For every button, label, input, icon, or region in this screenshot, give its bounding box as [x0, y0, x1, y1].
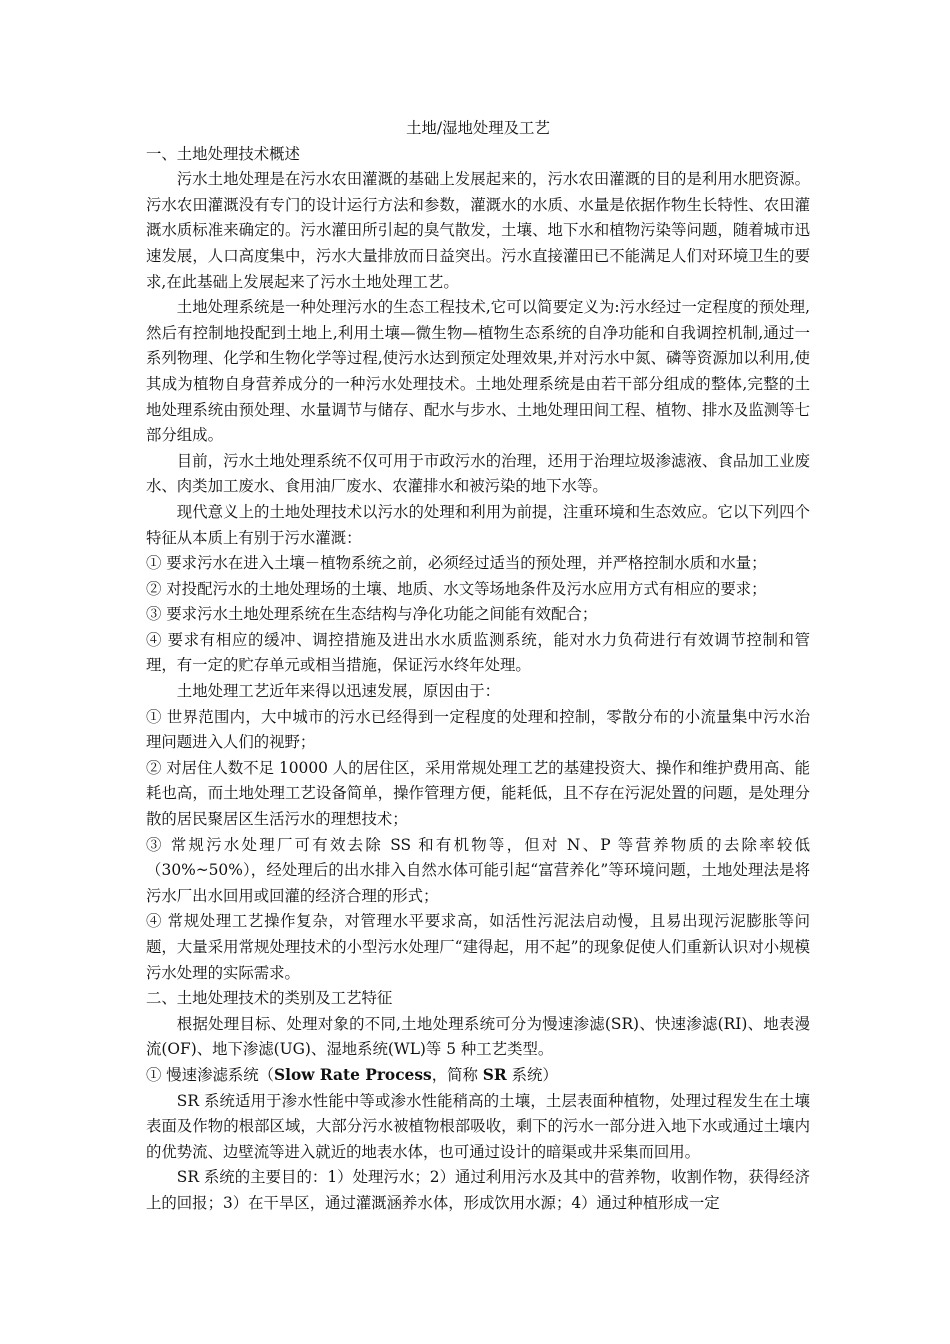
subsection-heading [146, 1063, 810, 1089]
subsection-bold-abbr: SR [482, 1065, 507, 1084]
subsection-bold-name: Slow Rate Process [274, 1065, 432, 1084]
section-2-heading: 二、土地处理技术的类别及工艺特征 [146, 989, 393, 1008]
paragraph: 土地处理系统是一种处理污水的生态工程技术,它可以简要定义为:污水经过一定程度的预处理,然后有控制地投配到土地上,利用土壤—微生物—植物生态系统的自净功能和自我调控机制,通过一系列物理、化学和生物化学等过程,使污水达到预定处理效果,并对污水中氮、磷等资源加以利用,使其成为植物自身营养成分的一种污水处理技术。土地处理系统是由若干部分组成的整体,完整的土地处理系统由预处理、水量调节与储存、配水与步水、土地处理田间工程、植物、排水及监测等七部分组成。 [146, 298, 810, 445]
subsection-mid: ，简称 [431, 1065, 483, 1084]
paragraph: 根据处理目标、处理对象的不同,土地处理系统可分为慢速渗滤(SR)、快速渗滤(RI)、地表漫流(OF)、地下渗滤(UG)、湿地系统(WL)等 5 种工艺类型。 [146, 1014, 810, 1059]
document-title: 土地/湿地处理及工艺 [406, 119, 550, 137]
paragraph: 现代意义上的土地处理技术以污水的处理和利用为前提，注重环境和生态效应。它以下列四个特征从本质上有别于污水灌溉： [146, 502, 810, 547]
list-item: ④ 常规处理工艺操作复杂，对管理水平要求高，如活性污泥法启动慢，且易出现污泥膨胀等问题，大量采用常规处理技术的小型污水处理厂“建得起，用不起”的现象促使人们重新认识对小规模污水处理的实际需求。 [146, 912, 810, 982]
list-item: ① 要求污水在进入土壤－植物系统之前，必须经过适当的预处理，并严格控制水质和水量； [146, 554, 767, 573]
list-item: ③ 常规污水处理厂可有效去除 SS 和有机物等，但对 N、P 等营养物质的去除率较低（30%~50%），经处理后的出水排入自然水体可能引起“富营养化”等环境问题，土地处理法是将污水厂出水回用或回灌的经济合理的形式； [146, 835, 810, 905]
list-item: ② 对投配污水的土地处理场的土壤、地质、水文等场地条件及污水应用方式有相应的要求； [146, 579, 767, 598]
paragraph: 目前，污水土地处理系统不仅可用于市政污水的治理，还用于治理垃圾渗滤液、食品加工业废水、肉类加工废水、食用油厂废水、农灌排水和被污染的地下水等。 [146, 451, 810, 496]
paragraph: SR 系统适用于渗水性能中等或渗水性能稍高的土壤，土层表面种植物，处理过程发生在土壤表面及作物的根部区域，大部分污水被植物根部吸收，剩下的污水一部分进入地下水或通过土壤内的优势流、边壁流等进入就近的地表水体，也可通过设计的暗渠或井采集而回用。 [146, 1091, 810, 1161]
subsection-prefix: ① 慢速渗滤系统（ [146, 1065, 275, 1084]
document-page [146, 116, 810, 1217]
paragraph: 土地处理工艺近年来得以迅速发展，原因由于： [176, 682, 501, 701]
paragraph: 污水土地处理是在污水农田灌溉的基础上发展起来的，污水农田灌溉的目的是利用水肥资源。污水农田灌溉没有专门的设计运行方法和参数，灌溉水的水质、水量是依据作物生长特性、农田灌溉水质标准来确定的。污水灌田所引起的臭气散发，土壤、地下水和植物污染等问题，随着城市迅速发展，人口高度集中，污水大量排放而日益突出。污水直接灌田已不能满足人们对环境卫生的要求,在此基础上发展起来了污水土地处理工艺。 [146, 170, 810, 291]
paragraph: SR 系统的主要目的：1）处理污水；2）通过利用污水及其中的营养物，收割作物，获得经济上的回报；3）在干旱区，通过灌溉涵养水体，形成饮用水源；4）通过种植形成一定 [146, 1168, 810, 1212]
list-item: ③ 要求污水土地处理系统在生态结构与净化功能之间能有效配合； [146, 605, 598, 624]
list-item: ① 世界范围内，大中城市的污水已经得到一定程度的处理和控制，零散分布的小流量集中污水治理问题进入人们的视野； [146, 707, 810, 752]
list-item: ④ 要求有相应的缓冲、调控措施及进出水水质监测系统，能对水力负荷进行有效调节控制和管理，有一定的贮存单元或相当措施，保证污水终年处理。 [146, 630, 810, 675]
list-item: ② 对居住人数不足 10000 人的居住区，采用常规处理工艺的基建投资大、操作和维护费用高、能耗也高，而土地处理工艺设备简单，操作管理方便，能耗低，且不存在污泥处置的问题，是处理分散的居民聚居区生活污水的理想技术； [146, 758, 810, 829]
section-1-heading: 一、土地处理技术概述 [146, 144, 300, 163]
subsection-suffix: 系统） [506, 1065, 558, 1084]
